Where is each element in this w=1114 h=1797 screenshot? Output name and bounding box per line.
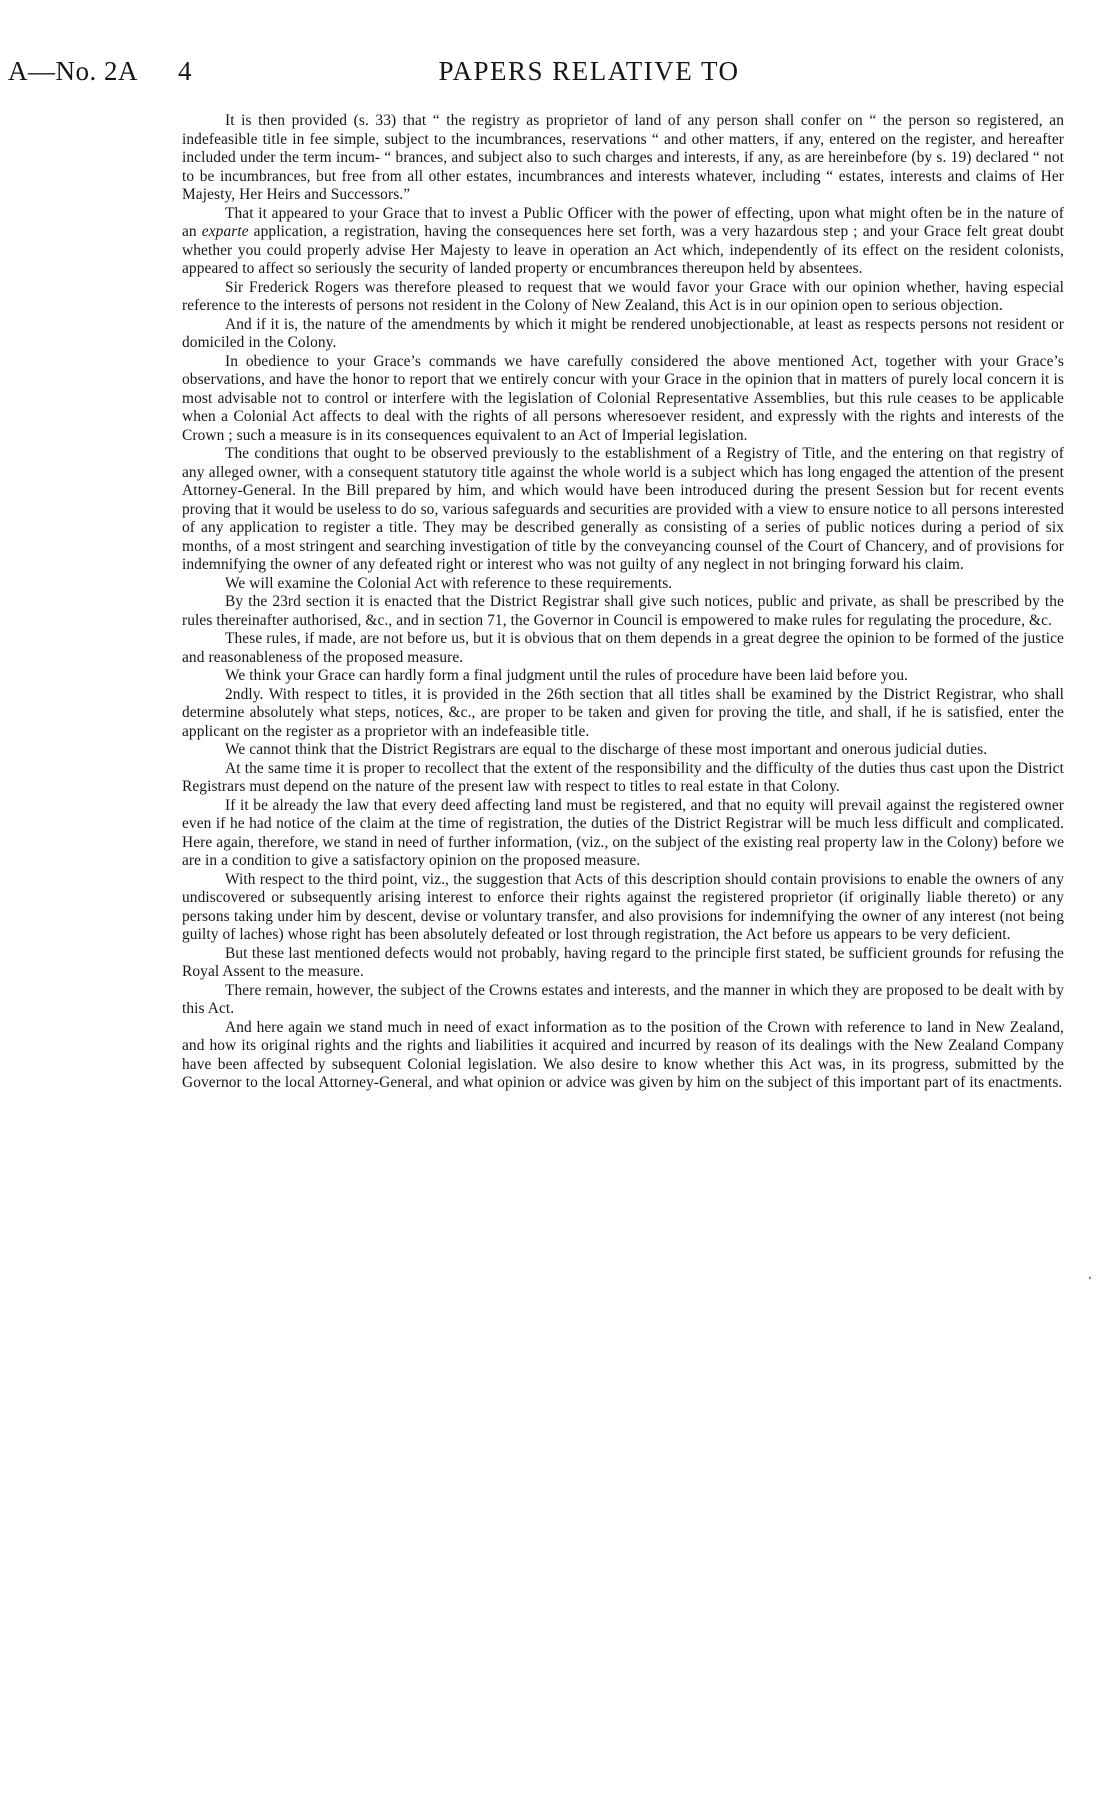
document-reference: A—No. 2A [8,56,138,86]
paragraph: The conditions that ought to be observed previously to the establishment of a Registry of Title, and the entering on that registry of any alleged owner, with a consequent statutory title against the whole world is a subject which has long engaged the attention of the present Attorney-General. In the Bill prepared by him, and which would have been introduced during the present Session but for recent events proving that it would be useless to do so, various safeguards and securities are provided with a view to ensure notice to all persons interested of any application to register a title. They may be described generally as consisting of a series of public notices during a period of six months, of a most stringent and searching investigation of title by the conveyancing counsel of the Court of Chancery, and of provisions for indemnifying the owner of any defeated right or interest who was not guilty of any neglect in not bringing forward his claim. [182,445,1064,573]
italic-term: exparte [201,223,249,240]
paragraph: It is then provided (s. 33) that “ the registry as proprietor of land of any person shall confer on “ the person so registered, an indefeasible title in fee simple, subject to the incumbrances, reservations “ and other matters, if any, entered on the register, and hereafter included under the term incum- “ brances, and subject also to such charges and interests, if any, as are hereinbefore (by s. 19) declared “ not to be incumbrances, but free from all other estates, incumbrances and interests whatever, including “ estates, interests and claims of Her Majesty, Her Heirs and Successors.” [182,112,1064,203]
page-number: 4 [178,56,192,86]
paragraph: With respect to the third point, viz., the suggestion that Acts of this description should contain provisions to enable the owners of any undiscovered or subsequently arising interest to enforce their rights against the registered proprietor (if originally liable thereto) or any persons taking under him by descent, devise or voluntary transfer, and also provisions for indemnifying the owner of any interest (not being guilty of laches) whose right has been absolutely defeated or lost through registration, the Act before us appears to be very deficient. [182,870,1064,943]
paragraph: By the 23rd section it is enacted that the District Registrar shall give such notices, public and private, as shall be prescribed by the rules thereinafter authorised, &c., and in section 71, the Governor in Council is empowered to make rules for regulating the procedure, &c. [182,593,1064,629]
paragraph: And if it is, the nature of the amendments by which it might be rendered unobjectionable, at least as respects persons not resident or domiciled in the Colony. [182,315,1064,351]
paragraph: We think your Grace can hardly form a final judgment until the rules of procedure have been laid before you. [225,667,909,684]
paragraph: We cannot think that the District Registrars are equal to the discharge of these most important and onerous judicial duties. [225,741,988,758]
document-body [182,112,1064,1093]
paragraph: But these last mentioned defects would not probably, having regard to the principle first stated, be sufficient grounds for refusing the Royal Assent to the measure. [182,944,1064,980]
paragraph: These rules, if made, are not before us, but it is obvious that on them depends in a great degree the opinion to be formed of the justice and reasonableness of the proposed measure. [182,630,1064,666]
paragraph: That it appeared to your Grace that to invest a Public Officer with the power of effecting, upon what might often be in the nature of an exparte application, a registration, having the consequences here set forth, was a very hazardous step ; and your Grace felt great doubt whether you could properly advise Her Majesty to leave in operation an Act which, independently of its effect on the resident colonists, appeared to affect so seriously the security of landed property or encumbrances thereupon held by absentees. [182,204,1064,277]
paragraph: At the same time it is proper to recollect that the extent of the responsibility and the difficulty of the duties thus cast upon the District Registrars must depend on the nature of the present law with respect to titles to real estate in that Colony. [182,759,1064,795]
page-header [0,56,1114,96]
paragraph: In obedience to your Grace’s commands we have carefully considered the above mentioned Act, together with your Grace’s observations, and have the honor to report that we entirely concur with your Grace in the opinion that in matters of purely local concern it is most advisable not to control or interfere with the legislation of Colonial Representative Assemblies, but this rule ceases to be applicable when a Colonial Act affects to deal with the rights of all persons wheresoever resident, and expressly with the rights and interests of the Crown ; such a measure is in its consequences equivalent to an Act of Imperial legislation. [182,352,1064,444]
margin-mark: ‘ [1088,1273,1092,1287]
page-title: PAPERS RELATIVE TO [438,56,740,86]
paragraph: If it be already the law that every deed affecting land must be registered, and that no equity will prevail against the registered owner even if he had notice of the claim at the time of registration, the duties of the District Registrar will be much less difficult and complicated. Here again, therefore, we stand in need of further information, (viz., on the subject of the existing real property law in the Colony) before we are in a condition to give a satisfactory opinion on the proposed measure. [182,796,1064,869]
paragraph: And here again we stand much in need of exact information as to the position of the Crown with reference to land in New Zealand, and how its original rights and the rights and liabilities it acquired and incurred by reason of its dealings with the New Zealand Company have been affected by subsequent Colonial legislation. We also desire to know whether this Act was, in its progress, submitted by the Governor to the local Attorney-General, and what opinion or advice was given by him on the subject of this important part of its enactments. [182,1018,1064,1091]
paragraph: There remain, however, the subject of the Crowns estates and interests, and the manner in which they are proposed to be dealt with by this Act. [182,981,1064,1017]
paragraph: We will examine the Colonial Act with reference to these requirements. [225,574,673,592]
paragraph: Sir Frederick Rogers was therefore pleased to request that we would favor your Grace with our opinion whether, having especial reference to the interests of persons not resident in the Colony of New Zealand, this Act is in our opinion open to serious objection. [182,278,1064,314]
paragraph: 2ndly. With respect to titles, it is provided in the 26th section that all titles shall be examined by the District Registrar, who shall determine absolutely what steps, notices, &c., are proper to be taken and given for proving the title, and shall, if he is satisfied, enter the applicant on the register as a proprietor with an indefeasible title. [182,685,1064,740]
